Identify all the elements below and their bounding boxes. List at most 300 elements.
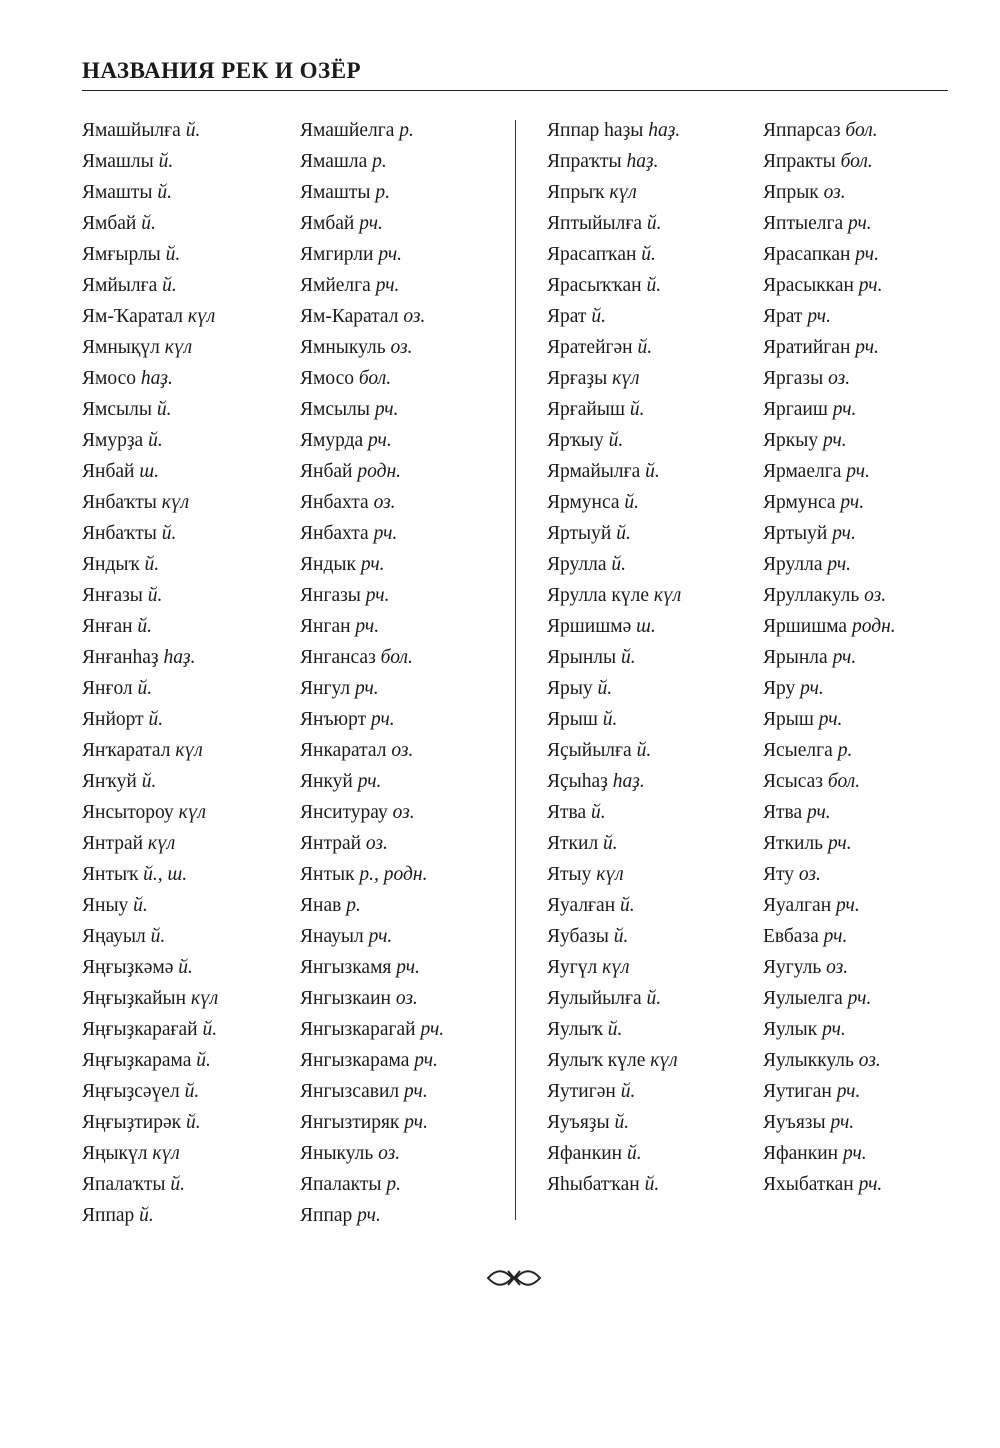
list-item bbox=[763, 301, 896, 332]
list-item bbox=[82, 1045, 218, 1076]
entry-name: Яулыҡ bbox=[547, 1019, 603, 1040]
list-item bbox=[300, 859, 444, 890]
entry-type-abbr: рч. bbox=[832, 647, 857, 668]
list-item bbox=[82, 921, 218, 952]
entry-type-abbr: күл bbox=[152, 1143, 180, 1164]
list-item bbox=[763, 177, 896, 208]
list-item bbox=[82, 673, 218, 704]
entry-name: Ярғаҙы bbox=[547, 368, 608, 389]
entry-type-abbr: рч. bbox=[840, 492, 865, 513]
list-item bbox=[547, 673, 681, 704]
entry-name: Яндык bbox=[300, 554, 356, 575]
entry-type-abbr: й. bbox=[161, 523, 177, 544]
entry-type-abbr: оз. bbox=[391, 740, 414, 761]
entry-name: Ямйелга bbox=[300, 275, 371, 296]
entry-name: Ярасыккан bbox=[763, 275, 854, 296]
entry-type-abbr: й. bbox=[147, 585, 163, 606]
entry-type-abbr: й. bbox=[608, 430, 624, 451]
list-item bbox=[547, 549, 681, 580]
entry-type-abbr: рч. bbox=[374, 399, 399, 420]
entry-type-abbr: р. bbox=[375, 182, 391, 203]
entry-name: Ярат bbox=[547, 306, 587, 327]
entry-name: Янтык bbox=[300, 864, 355, 885]
list-item bbox=[82, 611, 218, 642]
entry-type-abbr: бол. bbox=[845, 120, 878, 141]
entry-type-abbr: й. bbox=[602, 709, 618, 730]
list-item bbox=[82, 952, 218, 983]
entry-type-abbr: оз. bbox=[403, 306, 426, 327]
entry-name: Янгызкарама bbox=[300, 1050, 410, 1071]
entry-type-abbr: рч. bbox=[807, 306, 831, 327]
entry-type-abbr: й. bbox=[591, 802, 606, 823]
entry-name: Ярғайыш bbox=[547, 399, 625, 420]
list-item bbox=[82, 828, 218, 859]
entry-type-abbr: бол. bbox=[840, 151, 873, 172]
entry-type-abbr: й. bbox=[133, 895, 148, 916]
list-item bbox=[763, 611, 896, 642]
list-item bbox=[82, 332, 218, 363]
list-item bbox=[300, 828, 444, 859]
list-item bbox=[300, 797, 444, 828]
entry-name: Ярулла күле bbox=[547, 585, 649, 606]
list-item bbox=[547, 425, 681, 456]
entry-name: Янситурау bbox=[300, 802, 388, 823]
entry-type-abbr: й. bbox=[162, 275, 177, 296]
entry-type-abbr: күл bbox=[653, 585, 682, 606]
entry-name: Янтрай bbox=[300, 833, 362, 854]
entry-name: Янгызкарагай bbox=[300, 1019, 416, 1040]
list-item bbox=[763, 270, 896, 301]
entry-name: Яһыбатҡан bbox=[547, 1174, 640, 1195]
entry-name: Ямгирли bbox=[300, 244, 374, 265]
list-item bbox=[763, 363, 896, 394]
list-item bbox=[82, 642, 218, 673]
list-item bbox=[547, 146, 681, 177]
list-item bbox=[300, 1138, 444, 1169]
entry-type-abbr: оз. bbox=[826, 957, 849, 978]
entry-type-abbr: й. bbox=[644, 1174, 660, 1195]
list-item bbox=[763, 673, 896, 704]
entry-type-abbr: ш. bbox=[139, 461, 159, 482]
entry-name: Ятва bbox=[547, 802, 587, 823]
list-item bbox=[763, 456, 896, 487]
entry-type-abbr: й. bbox=[616, 523, 631, 544]
entry-type-abbr: рч. bbox=[368, 430, 392, 451]
entry-type-abbr: рч. bbox=[370, 709, 395, 730]
entry-type-abbr: рч. bbox=[822, 430, 847, 451]
list-item bbox=[547, 611, 681, 642]
entry-name: Яңғыҙкайын bbox=[82, 988, 187, 1009]
list-item bbox=[82, 1138, 218, 1169]
list-item bbox=[82, 301, 218, 332]
list-item bbox=[763, 487, 896, 518]
list-item bbox=[763, 1045, 896, 1076]
entry-name: Ямурҙа bbox=[82, 430, 144, 451]
entry-name: Ярынлы bbox=[547, 647, 617, 668]
entry-name: Янган bbox=[300, 616, 351, 637]
entry-name: Ямсылы bbox=[300, 399, 370, 420]
entry-name: Ярасыҡҡан bbox=[547, 275, 642, 296]
list-item bbox=[763, 890, 896, 921]
entry-name: Янгызсавил bbox=[300, 1081, 400, 1102]
entry-name: Ямныкуль bbox=[300, 337, 386, 358]
entry-type-abbr: й. bbox=[157, 182, 173, 203]
list-item bbox=[763, 580, 896, 611]
entry-type-abbr: й. bbox=[156, 399, 172, 420]
list-item bbox=[763, 642, 896, 673]
entry-type-abbr: й. bbox=[185, 1112, 201, 1133]
list-item bbox=[300, 146, 444, 177]
list-item bbox=[763, 828, 896, 859]
entry-type-abbr: рч. bbox=[360, 554, 385, 575]
entry-name: Ямашйылға bbox=[82, 120, 181, 141]
list-item bbox=[300, 177, 444, 208]
entry-type-abbr: й. bbox=[148, 709, 164, 730]
entry-type-abbr: й. bbox=[144, 554, 160, 575]
list-item bbox=[82, 1076, 218, 1107]
list-item bbox=[82, 487, 218, 518]
list-item bbox=[547, 1107, 681, 1138]
column-russian-right bbox=[763, 115, 896, 1200]
entry-name: Янбахта bbox=[300, 492, 369, 513]
entry-name: Янбай bbox=[82, 461, 135, 482]
entry-type-abbr: рч. bbox=[830, 1112, 855, 1133]
list-item bbox=[82, 518, 218, 549]
entry-type-abbr: рч. bbox=[357, 1205, 381, 1226]
entry-type-abbr: рч. bbox=[354, 678, 379, 699]
entry-type-abbr: й. bbox=[178, 957, 193, 978]
entry-type-abbr: й., ш. bbox=[143, 864, 188, 885]
entry-name: Яртыуй bbox=[763, 523, 828, 544]
entry-name: Яратейгән bbox=[547, 337, 633, 358]
entry-type-abbr: й. bbox=[626, 1143, 642, 1164]
entry-type-abbr: й. bbox=[645, 461, 660, 482]
list-item bbox=[763, 1076, 896, 1107]
entry-name: Яугүл bbox=[547, 957, 598, 978]
entry-name: Ярыш bbox=[547, 709, 598, 730]
entry-name: Яфанкин bbox=[547, 1143, 623, 1164]
entry-name: Ярыш bbox=[763, 709, 814, 730]
entry-name: Яңғыҙкәмә bbox=[82, 957, 174, 978]
entry-name: Ямнықүл bbox=[82, 337, 160, 358]
list-item bbox=[82, 735, 218, 766]
list-item bbox=[547, 983, 681, 1014]
list-item bbox=[547, 270, 681, 301]
list-item bbox=[547, 208, 681, 239]
entry-type-abbr: й. bbox=[646, 275, 662, 296]
entry-name: Яруллакуль bbox=[763, 585, 860, 606]
entry-name: Янгызтиряк bbox=[300, 1112, 400, 1133]
header-rule bbox=[82, 90, 948, 91]
entry-type-abbr: й. bbox=[184, 1081, 200, 1102]
list-item bbox=[547, 394, 681, 425]
entry-type-abbr: рч. bbox=[858, 275, 883, 296]
entry-type-abbr: күл bbox=[178, 802, 206, 823]
list-item bbox=[300, 239, 444, 270]
entry-type-abbr: оз. bbox=[828, 368, 851, 389]
entry-name: Ямғырлы bbox=[82, 244, 161, 265]
entry-type-abbr: бол. bbox=[358, 368, 392, 389]
entry-name: Евбаза bbox=[763, 926, 819, 947]
entry-name: Ямашты bbox=[82, 182, 153, 203]
entry-type-abbr: рч. bbox=[420, 1019, 445, 1040]
entry-type-abbr: оз. bbox=[395, 988, 418, 1009]
list-item bbox=[763, 797, 896, 828]
entry-name: Яулыҡ күле bbox=[547, 1050, 646, 1071]
list-item bbox=[82, 704, 218, 735]
list-item bbox=[300, 270, 444, 301]
list-item bbox=[547, 797, 681, 828]
list-item bbox=[763, 921, 896, 952]
list-item bbox=[300, 363, 444, 394]
list-item bbox=[763, 1138, 896, 1169]
entry-type-abbr: рч. bbox=[365, 585, 390, 606]
entry-name: Яппарсаз bbox=[763, 120, 841, 141]
entry-name: Ямашйелга bbox=[300, 120, 395, 141]
list-item bbox=[300, 208, 444, 239]
list-item bbox=[547, 301, 681, 332]
entry-name: Яппар һаҙы bbox=[547, 120, 644, 141]
entry-name: Ярҡыу bbox=[547, 430, 604, 451]
entry-name: Яҫыһаҙ bbox=[547, 771, 608, 792]
entry-name: Ямашла bbox=[300, 151, 368, 172]
entry-name: Ярмаелга bbox=[763, 461, 842, 482]
entry-name: Яуалган bbox=[763, 895, 832, 916]
list-item bbox=[300, 735, 444, 766]
list-item bbox=[547, 1014, 681, 1045]
entry-name: Ям-Ҡаратал bbox=[82, 306, 184, 327]
entry-name: Яулык bbox=[763, 1019, 818, 1040]
entry-name: Янъюрт bbox=[300, 709, 367, 730]
entry-type-abbr: күл bbox=[187, 306, 216, 327]
list-item bbox=[300, 983, 444, 1014]
entry-type-abbr: й. bbox=[158, 151, 174, 172]
entry-name: Ярмунса bbox=[547, 492, 620, 513]
list-item bbox=[82, 115, 218, 146]
entry-type-abbr: й. bbox=[597, 678, 613, 699]
list-item bbox=[547, 177, 681, 208]
entry-name: Ярулла bbox=[547, 554, 607, 575]
list-item bbox=[547, 1138, 681, 1169]
column-divider bbox=[515, 120, 516, 1220]
entry-type-abbr: күл bbox=[190, 988, 219, 1009]
entry-name: Яру bbox=[763, 678, 796, 699]
entry-name: Янгансаз bbox=[300, 647, 376, 668]
list-item bbox=[547, 487, 681, 518]
list-item bbox=[300, 642, 444, 673]
entry-name: Янауыл bbox=[300, 926, 364, 947]
entry-type-abbr: оз. bbox=[378, 1143, 401, 1164]
list-item bbox=[82, 208, 218, 239]
entry-type-abbr: рч. bbox=[858, 1174, 883, 1195]
entry-name: Янбаҡты bbox=[82, 492, 157, 513]
entry-name: Янғанһаҙ bbox=[82, 647, 159, 668]
list-item bbox=[547, 859, 681, 890]
entry-name: Янтрай bbox=[82, 833, 144, 854]
list-item bbox=[763, 1014, 896, 1045]
entry-name: Ямсылы bbox=[82, 399, 152, 420]
entry-type-abbr: күл bbox=[147, 833, 176, 854]
entry-name: Янсытороу bbox=[82, 802, 174, 823]
list-item bbox=[763, 208, 896, 239]
entry-type-abbr: оз. bbox=[864, 585, 887, 606]
entry-name: Яптыйылға bbox=[547, 213, 642, 234]
list-item bbox=[547, 921, 681, 952]
entry-type-abbr: оз. bbox=[392, 802, 415, 823]
entry-name: Яндыҡ bbox=[82, 554, 140, 575]
entry-type-abbr: рч. bbox=[847, 213, 872, 234]
entry-name: Япраҡты bbox=[547, 151, 622, 172]
entry-type-abbr: күл bbox=[596, 864, 624, 885]
entry-type-abbr: рч. bbox=[836, 895, 860, 916]
entry-type-abbr: рч. bbox=[375, 275, 400, 296]
list-item bbox=[547, 239, 681, 270]
entry-name: Янгул bbox=[300, 678, 351, 699]
entry-name: Янгызкамя bbox=[300, 957, 392, 978]
entry-name: Яргаиш bbox=[763, 399, 828, 420]
entry-name: Яңғыҙкарама bbox=[82, 1050, 192, 1071]
entry-type-abbr: һаҙ. bbox=[612, 771, 645, 792]
entry-name: Янйорт bbox=[82, 709, 144, 730]
list-item bbox=[763, 239, 896, 270]
entry-name: Яппар bbox=[300, 1205, 353, 1226]
list-item bbox=[300, 1169, 444, 1200]
entry-type-abbr: бол. bbox=[380, 647, 413, 668]
list-item bbox=[300, 611, 444, 642]
entry-type-abbr: оз. bbox=[390, 337, 413, 358]
list-item bbox=[82, 239, 218, 270]
entry-type-abbr: й. bbox=[139, 1205, 154, 1226]
entry-type-abbr: оз. bbox=[373, 492, 396, 513]
entry-name: Яткил bbox=[547, 833, 599, 854]
entry-type-abbr: рч. bbox=[368, 926, 393, 947]
entry-type-abbr: р. bbox=[399, 120, 414, 141]
entry-type-abbr: рч. bbox=[818, 709, 843, 730]
entry-type-abbr: й. bbox=[620, 1081, 636, 1102]
entry-name: Яркыу bbox=[763, 430, 819, 451]
list-item bbox=[300, 704, 444, 735]
list-item bbox=[763, 766, 896, 797]
entry-type-abbr: рч. bbox=[823, 926, 848, 947]
entry-name: Яубазы bbox=[547, 926, 609, 947]
list-item bbox=[82, 363, 218, 394]
entry-name: Япалаҡты bbox=[82, 1174, 166, 1195]
list-item bbox=[82, 890, 218, 921]
list-item bbox=[82, 146, 218, 177]
list-item bbox=[300, 1200, 444, 1231]
list-item bbox=[763, 115, 896, 146]
list-item bbox=[300, 952, 444, 983]
entry-name: Яту bbox=[763, 864, 795, 885]
list-item bbox=[300, 518, 444, 549]
list-item bbox=[300, 766, 444, 797]
list-item bbox=[300, 921, 444, 952]
entry-name: Яткиль bbox=[763, 833, 824, 854]
list-item bbox=[763, 1169, 896, 1200]
list-item bbox=[300, 394, 444, 425]
column-russian-left bbox=[300, 115, 444, 1231]
entry-name: Янгызкаин bbox=[300, 988, 391, 1009]
entry-type-abbr: р., родн. bbox=[359, 864, 428, 885]
entry-type-abbr: й. bbox=[646, 988, 662, 1009]
entry-name: Ямурда bbox=[300, 430, 364, 451]
list-item bbox=[82, 983, 218, 1014]
entry-type-abbr: бол. bbox=[827, 771, 861, 792]
entry-type-abbr: р. bbox=[837, 740, 853, 761]
list-item bbox=[547, 642, 681, 673]
list-item bbox=[82, 580, 218, 611]
entry-type-abbr: й. bbox=[202, 1019, 218, 1040]
entry-name: Янбаҡты bbox=[82, 523, 157, 544]
entry-type-abbr: рч. bbox=[404, 1081, 428, 1102]
entry-type-abbr: һаҙ. bbox=[626, 151, 659, 172]
list-item bbox=[82, 1200, 218, 1231]
entry-name: Яптыелга bbox=[763, 213, 844, 234]
entry-name: Яутигән bbox=[547, 1081, 616, 1102]
ornament-icon bbox=[484, 1265, 544, 1291]
list-item bbox=[547, 363, 681, 394]
entry-type-abbr: оз. bbox=[858, 1050, 881, 1071]
list-item bbox=[82, 797, 218, 828]
entry-type-abbr: й. bbox=[603, 833, 618, 854]
list-item bbox=[547, 890, 681, 921]
list-item bbox=[300, 487, 444, 518]
list-item bbox=[763, 1107, 896, 1138]
entry-type-abbr: рч. bbox=[846, 461, 870, 482]
entry-name: Ярыу bbox=[547, 678, 593, 699]
entry-name: Ямосо bbox=[82, 368, 136, 389]
entry-type-abbr: рч. bbox=[832, 523, 856, 544]
list-item bbox=[547, 828, 681, 859]
list-item bbox=[547, 580, 681, 611]
entry-type-abbr: ш. bbox=[636, 616, 656, 637]
list-item bbox=[763, 332, 896, 363]
entry-type-abbr: й. bbox=[607, 1019, 623, 1040]
entry-name: Яңғыҙкарағай bbox=[82, 1019, 198, 1040]
entry-name: Янбахта bbox=[300, 523, 369, 544]
entry-type-abbr: рч. bbox=[359, 213, 383, 234]
entry-type-abbr: р. bbox=[346, 895, 361, 916]
entry-name: Яратийган bbox=[763, 337, 851, 358]
entry-name: Яңауыл bbox=[82, 926, 146, 947]
entry-name: Ярмайылға bbox=[547, 461, 641, 482]
entry-type-abbr: р. bbox=[386, 1174, 401, 1195]
entry-type-abbr: рч. bbox=[822, 1019, 846, 1040]
entry-name: Яргазы bbox=[763, 368, 824, 389]
list-item bbox=[547, 735, 681, 766]
list-item bbox=[547, 1076, 681, 1107]
entry-name: Янғазы bbox=[82, 585, 143, 606]
entry-type-abbr: рч. bbox=[855, 244, 879, 265]
entry-type-abbr: рч. bbox=[832, 399, 857, 420]
entry-name: Яуъязы bbox=[763, 1112, 826, 1133]
entry-name: Яутиган bbox=[763, 1081, 832, 1102]
list-item bbox=[300, 549, 444, 580]
entry-name: Янкуй bbox=[300, 771, 353, 792]
list-item bbox=[763, 518, 896, 549]
entry-type-abbr: күл bbox=[164, 337, 193, 358]
entry-type-abbr: рч. bbox=[378, 244, 402, 265]
entry-name: Ям-Каратал bbox=[300, 306, 399, 327]
list-item bbox=[82, 859, 218, 890]
list-item bbox=[547, 766, 681, 797]
list-item bbox=[300, 1014, 444, 1045]
entry-type-abbr: рч. bbox=[827, 554, 852, 575]
entry-name: Ятыу bbox=[547, 864, 592, 885]
entry-type-abbr: рч. bbox=[373, 523, 398, 544]
entry-type-abbr: й. bbox=[613, 926, 629, 947]
entry-type-abbr: й. bbox=[137, 616, 153, 637]
